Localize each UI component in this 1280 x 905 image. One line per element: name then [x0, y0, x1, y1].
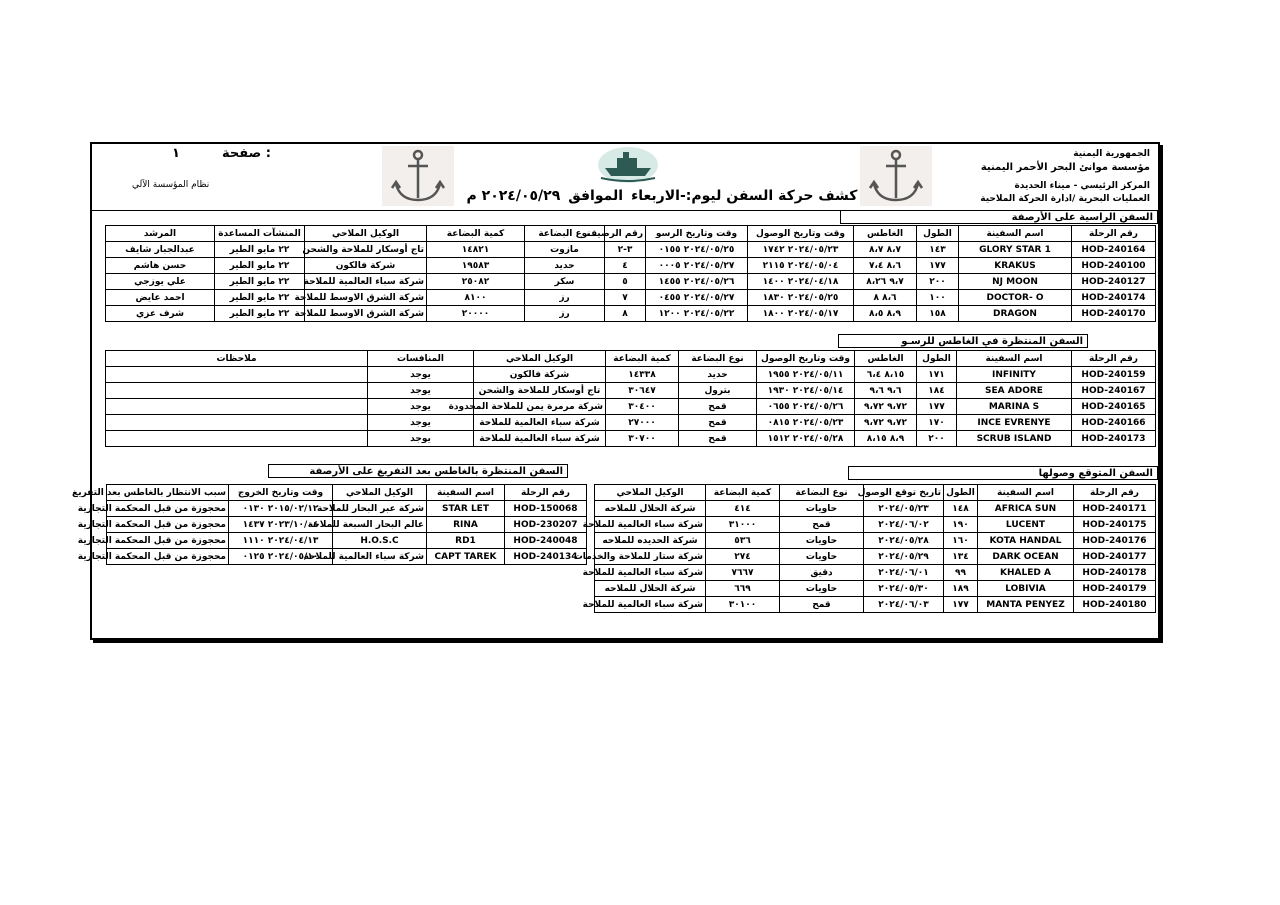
waiting_unload-row [107, 501, 587, 517]
berthed-cell: علي يوزجي [106, 274, 215, 290]
anchorage-row [106, 431, 1156, 447]
waiting_unload-cell: HOD-150068 [505, 501, 587, 517]
berthed-header-cell: رقم الرصيف [605, 226, 646, 242]
waiting_unload-header-cell: الوكيل الملاحي [333, 485, 427, 501]
berthed-header-cell: نوع البضاعة [525, 226, 605, 242]
waiting_unload-header-cell: وقت وتاريخ الخروج [229, 485, 333, 501]
anchorage-cell [106, 415, 368, 431]
anchorage-cell: HOD-240173 [1072, 431, 1156, 447]
expected-row [595, 597, 1156, 613]
berthed-cell: KRAKUS [959, 258, 1072, 274]
berthed-cell: ٨،٦ ٨ [854, 290, 917, 306]
berthed-cell: ٢٠٢٤/٠٥/٢٧ ٠٠٠٥ [646, 258, 748, 274]
berthed-cell: حديد [525, 258, 605, 274]
anchorage-cell: INCE EVRENYE [957, 415, 1072, 431]
org-name: مؤسسة موانئ البحر الأحمر اليمنية [980, 162, 1150, 173]
berthed-cell: ١٤٣ [917, 242, 959, 258]
berthed-cell: شركة الشرق الاوسط للملاحة [305, 290, 427, 306]
berthed-cell: ١٥٨ [917, 306, 959, 322]
header-divider [92, 210, 1158, 211]
berthed-cell: ٨ [605, 306, 646, 322]
berthed-row [106, 242, 1156, 258]
anchorage-cell: ١٧١ [917, 367, 957, 383]
berthed-header-cell: الغاطس [854, 226, 917, 242]
waiting_unload-cell: شركة عبر البحار للملاحة [333, 501, 427, 517]
berthed-cell: شركة الشرق الاوسط للملاحة [305, 306, 427, 322]
waiting_unload-cell: CAPT TAREK [427, 549, 505, 565]
berthed-cell: HOD-240100 [1072, 258, 1156, 274]
anchorage-cell: ٢٠٢٤/٠٥/٢٦ ٠٦٥٥ [757, 399, 855, 415]
expected-cell: شركة سباء العالمية للملاحة [595, 565, 706, 581]
berthed-cell: رز [525, 306, 605, 322]
berthed-cell: ٢٥٠٨٢ [427, 274, 525, 290]
waiting_unload-header-cell: سبب الانتظار بالغاطس بعد التفريغ [107, 485, 229, 501]
berthed-header-cell: المرشد [106, 226, 215, 242]
berthed-cell: ٨،٩ ٨،٥ [854, 306, 917, 322]
anchorage-cell: MARINA S [957, 399, 1072, 415]
anchorage-header-cell: نوع البضاعة [679, 351, 757, 367]
berthed-cell: ٢٢ مايو الطير [215, 290, 305, 306]
expected-cell: ٢٠٢٤/٠٥/٢٣ [864, 501, 944, 517]
expected-header-cell: تاريخ توقع الوصول [864, 485, 944, 501]
expected-header-cell: اسم السفينة [978, 485, 1074, 501]
waiting_unload-cell: H.O.S.C [333, 533, 427, 549]
title-main: كشف حركة السفن ليوم:- [679, 188, 858, 204]
expected-cell: شركة الحديده للملاحه [595, 533, 706, 549]
waiting_unload-header-cell: اسم السفينة [427, 485, 505, 501]
anchorage-cell: ١٨٤ [917, 383, 957, 399]
berthed-cell: ٩،٧ ٨،٢٦ [854, 274, 917, 290]
anchorage-cell: ٨،١٥ ٦،٤ [855, 367, 917, 383]
berthed-cell: ٨،٧ ٨،٧ [854, 242, 917, 258]
expected-cell: HOD-240178 [1074, 565, 1156, 581]
anchorage-cell [106, 367, 368, 383]
expected-row [595, 533, 1156, 549]
anchorage-cell: ٩،٧٢ ٩،٧٢ [855, 399, 917, 415]
anchorage-cell: قمح [679, 431, 757, 447]
anchorage-cell: يوجد [368, 415, 474, 431]
berthed-cell: ١٧٧ [917, 258, 959, 274]
expected-header-cell: كمية البضاعة [706, 485, 780, 501]
expected-cell: LUCENT [978, 517, 1074, 533]
expected-cell: ٢٠٢٤/٠٦/٠٣ [864, 597, 944, 613]
waiting_unload-cell: ٢٠٢٤/٠٥/١٠ ٠١٢٥ [229, 549, 333, 565]
anchor-logo-left [382, 146, 454, 206]
expected-cell: MANTA PENYEZ [978, 597, 1074, 613]
berthed-cell: HOD-240170 [1072, 306, 1156, 322]
anchor-logo-right [860, 146, 932, 206]
berthed-cell: ١٤٨٢١ [427, 242, 525, 258]
page-label: صفحة : [222, 146, 271, 161]
expected-cell: ٢٠٢٤/٠٦/٠١ [864, 565, 944, 581]
expected-cell: قمح [780, 517, 864, 533]
berthed-cell: ٤ [605, 258, 646, 274]
berthed-header-cell: الوكيل الملاحي [305, 226, 427, 242]
berthed-cell: ٢٠٢٤/٠٥/٢٢ ١٢٠٠ [646, 306, 748, 322]
anchorage-cell: HOD-240167 [1072, 383, 1156, 399]
waiting_unload-cell: ٢٠٢٣/١٠/٠٤ ١٤٣٧ [229, 517, 333, 533]
berthed-header-cell: المنشآت المساعدة [215, 226, 305, 242]
anchorage-cell [106, 399, 368, 415]
anchorage-cell: يوجد [368, 367, 474, 383]
expected-cell: ٧٦٦٧ [706, 565, 780, 581]
expected-cell: ٢٠٢٤/٠٥/٢٨ [864, 533, 944, 549]
anchorage-cell: HOD-240165 [1072, 399, 1156, 415]
waiting_unload-cell: ٢٠٢٤/٠٤/١٣ ١١١٠ [229, 533, 333, 549]
expected-cell: ٣١٠٠٠ [706, 517, 780, 533]
waiting_unload-cell: محجوزة من قبل المحكمة التجارية [107, 533, 229, 549]
waiting_unload-cell: HOD-240048 [505, 533, 587, 549]
berthed-cell: ٢٢ مايو الطير [215, 258, 305, 274]
anchorage-row [106, 415, 1156, 431]
berthed-cell: ٢٠٢٤/٠٥/٢٥ ١٨٣٠ [748, 290, 854, 306]
system-name: نظام المؤسسة الآلي [132, 180, 210, 190]
waiting_unload-row [107, 549, 587, 565]
berthed-cell: ٨،٦ ٧،٤ [854, 258, 917, 274]
anchorage-cell: ٩،٦ ٩،٦ [855, 383, 917, 399]
expected-cell: دقيق [780, 565, 864, 581]
center-name: المركز الرئيسي - ميناء الحديدة [1014, 181, 1150, 191]
expected-cell: LOBIVIA [978, 581, 1074, 597]
title-day: الاربعاء [631, 188, 680, 204]
waiting_unload-cell: HOD-240134 [505, 549, 587, 565]
title-suffix: م [466, 188, 477, 204]
expected-cell: ١٨٩ [944, 581, 978, 597]
title-date: ٢٠٢٤/٠٥/٢٩ [481, 188, 561, 204]
anchorage-cell: يوجد [368, 399, 474, 415]
expected-cell: ١٧٧ [944, 597, 978, 613]
berthed-cell: ٢٢ مايو الطير [215, 306, 305, 322]
expected-cell: ٦٦٩ [706, 581, 780, 597]
anchorage-header-cell: رقم الرحلة [1072, 351, 1156, 367]
expected-cell: شركة سباء العالمية للملاحة [595, 597, 706, 613]
anchorage-cell: ٣٠٧٠٠ [606, 431, 679, 447]
expected-cell: ١٣٤ [944, 549, 978, 565]
expected-cell: ٢٠٢٤/٠٦/٠٢ [864, 517, 944, 533]
title-corr: الموافق [568, 188, 624, 204]
berthed-cell: ٥ [605, 274, 646, 290]
anchorage-cell: ٣٠٦٤٧ [606, 383, 679, 399]
berthed-cell: ٢٠٠ [917, 274, 959, 290]
anchorage-cell: تاج أوسكار للملاحة والشحن [474, 383, 606, 399]
berthed-cell: ٧ [605, 290, 646, 306]
expected-cell: KHALED A [978, 565, 1074, 581]
anchorage-cell: ٢٠٢٤/٠٥/١١ ١٩٥٥ [757, 367, 855, 383]
expected-cell: حاويات [780, 549, 864, 565]
expected-table [573, 484, 1156, 613]
expected-row [595, 581, 1156, 597]
berthed-cell: DRAGON [959, 306, 1072, 322]
anchorage-cell: HOD-240166 [1072, 415, 1156, 431]
expected-title: السفن المتوقع وصولها [848, 466, 1158, 480]
waiting_unload-cell: RD1 [427, 533, 505, 549]
expected-row [595, 517, 1156, 533]
waiting_unload-cell: عالم البحار السبعة للملاحة [333, 517, 427, 533]
berthed-header-cell: اسم السفينة [959, 226, 1072, 242]
anchorage-cell: ٨،٩ ٨،١٥ [855, 431, 917, 447]
expected-cell: شركة سباء العالمية للملاحة [595, 517, 706, 533]
waiting_unload-header-cell: رقم الرحلة [505, 485, 587, 501]
berthed-cell: ٢٢ مايو الطير [215, 242, 305, 258]
expected-cell: ٢٠٢٤/٠٥/٢٩ [864, 549, 944, 565]
expected-cell: حاويات [780, 581, 864, 597]
anchorage-cell: ١٧٧ [917, 399, 957, 415]
berthed-header-cell: وقت وتاريخ الوصول [748, 226, 854, 242]
anchorage-cell: ٢٧٠٠٠ [606, 415, 679, 431]
berthed-cell: ٢٠٢٤/٠٥/٠٤ ٢١١٥ [748, 258, 854, 274]
expected-cell: شركة الحلال للملاحه [595, 581, 706, 597]
berthed-cell: ٢٠٢٤/٠٥/٢٦ ١٤٥٥ [646, 274, 748, 290]
berthed-cell: احمد عايض [106, 290, 215, 306]
expected-cell: شركة الحلال للملاحه [595, 501, 706, 517]
page-title [462, 188, 862, 204]
expected-cell: HOD-240176 [1074, 533, 1156, 549]
expected-cell: ٢٧٤ [706, 549, 780, 565]
berthed-cell: حسن هاشم [106, 258, 215, 274]
expected-cell: حاويات [780, 533, 864, 549]
berthed-cell: رز [525, 290, 605, 306]
expected-cell: HOD-240177 [1074, 549, 1156, 565]
berthed-cell: ١٩٥٨٣ [427, 258, 525, 274]
waiting_unload-cell: HOD-230207 [505, 517, 587, 533]
anchorage-cell: شركة سباء العالمية للملاحة [474, 415, 606, 431]
expected-cell: ١٤٨ [944, 501, 978, 517]
expected-header-cell: رقم الرحلة [1074, 485, 1156, 501]
berthed-cell: ٨١٠٠ [427, 290, 525, 306]
expected-cell: HOD-240180 [1074, 597, 1156, 613]
berthed-header-cell: كمية البضاعة [427, 226, 525, 242]
anchorage-cell: يوجد [368, 383, 474, 399]
anchorage-cell: SCRUB ISLAND [957, 431, 1072, 447]
berthed-cell: ٢٠٢٤/٠٥/٢٥ ٠١٥٥ [646, 242, 748, 258]
anchorage-table [105, 350, 1156, 447]
anchorage-cell: حديد [679, 367, 757, 383]
berthed-cell: HOD-240127 [1072, 274, 1156, 290]
expected-header-cell: الطول [944, 485, 978, 501]
anchorage-cell: INFINITY [957, 367, 1072, 383]
movement-sheet [72, 142, 1160, 640]
expected-cell: HOD-240179 [1074, 581, 1156, 597]
anchorage-cell [106, 431, 368, 447]
anchorage-cell: ١٤٣٣٨ [606, 367, 679, 383]
anchorage-cell: ٢٠٠ [917, 431, 957, 447]
anchorage-cell: ١٧٠ [917, 415, 957, 431]
expected-cell: ١٩٠ [944, 517, 978, 533]
anchorage-cell: شركة فالكون [474, 367, 606, 383]
anchorage-cell: يوجد [368, 431, 474, 447]
anchorage-header-cell: وقت وتاريخ الوصول [757, 351, 855, 367]
anchorage-cell: ٢٠٢٤/٠٥/١٤ ١٩٣٠ [757, 383, 855, 399]
expected-header-cell: نوع البضاعة [780, 485, 864, 501]
waiting_unload-row [107, 533, 587, 549]
berthed-cell: شركة فالكون [305, 258, 427, 274]
berthed-cell: ٢٠٢٤/٠٥/٢٧ ٠٤٥٥ [646, 290, 748, 306]
expected-cell: ٩٩ [944, 565, 978, 581]
expected-cell: ٥٣٦ [706, 533, 780, 549]
anchorage-cell: SEA ADORE [957, 383, 1072, 399]
anchorage-row [106, 383, 1156, 399]
berthed-cell: ٢٠٢٤/٠٥/٢٣ ١٧٤٢ [748, 242, 854, 258]
expected-cell: DARK OCEAN [978, 549, 1074, 565]
anchorage-cell: بترول [679, 383, 757, 399]
waiting-unload-table [72, 484, 587, 565]
berthed-row [106, 290, 1156, 306]
berthed-cell: ١٠٠ [917, 290, 959, 306]
department-name: العمليات البحرية /ادارة الحركة الملاحية [980, 194, 1150, 204]
waiting_unload-cell: STAR LET [427, 501, 505, 517]
org-header [970, 148, 1150, 206]
anchorage-cell: ٢٠٢٤/٠٥/٢٣ ٠٨١٥ [757, 415, 855, 431]
berthed-cell: DOCTOR- O [959, 290, 1072, 306]
expected-cell: ١٦٠ [944, 533, 978, 549]
berthed-cell: ٢٠٠٠٠ [427, 306, 525, 322]
berthed-row [106, 258, 1156, 274]
expected-row [595, 501, 1156, 517]
anchorage-header-cell: الغاطس [855, 351, 917, 367]
anchorage-cell: شركة سباء العالمية للملاحة [474, 431, 606, 447]
berthed-cell: NJ MOON [959, 274, 1072, 290]
anchorage-cell: شركة مرمرة يمن للملاحة المحدودة [474, 399, 606, 415]
berthed-cell: ٣-٢ [605, 242, 646, 258]
berthed-header-cell: الطول [917, 226, 959, 242]
waiting-unload-title: السفن المنتظرة بالغاطس بعد التفريغ على الأرصفة [268, 464, 568, 478]
expected-cell: ٤١٤ [706, 501, 780, 517]
waiting_unload-cell: محجوزة من قبل المحكمة التجارية [107, 501, 229, 517]
anchorage-cell [106, 383, 368, 399]
anchorage-row [106, 367, 1156, 383]
anchorage-cell: ٩،٧٢ ٩،٧٢ [855, 415, 917, 431]
expected-cell: ٢٠٢٤/٠٥/٣٠ [864, 581, 944, 597]
berthed-cell: شرف عزي [106, 306, 215, 322]
anchorage-title: السفن المنتظرة في الغاطس للرسـو [838, 334, 1088, 348]
anchorage-header-cell: المنافسات [368, 351, 474, 367]
page-number: ١ [172, 146, 180, 161]
berthed-cell: ٢٠٢٤/٠٤/١٨ ١٤٠٠ [748, 274, 854, 290]
anchorage-header-cell: ملاحظات [106, 351, 368, 367]
berthed-row [106, 306, 1156, 322]
expected-row [595, 549, 1156, 565]
berthed-cell: سكر [525, 274, 605, 290]
berthed-header-cell: رقم الرحلة [1072, 226, 1156, 242]
expected-cell: حاويات [780, 501, 864, 517]
waiting_unload-cell: شركة سباء العالمية للملاحة [333, 549, 427, 565]
expected-cell: ٣٠١٠٠ [706, 597, 780, 613]
berthed-cell: GLORY STAR 1 [959, 242, 1072, 258]
berthed-cell: HOD-240164 [1072, 242, 1156, 258]
expected-cell: قمح [780, 597, 864, 613]
anchorage-cell: HOD-240159 [1072, 367, 1156, 383]
berthed-cell: ٢٢ مايو الطير [215, 274, 305, 290]
expected-cell: KOTA HANDAL [978, 533, 1074, 549]
ship-logo [597, 146, 659, 184]
berthed-title: السفن الراسية على الأرصفة [840, 210, 1158, 224]
anchorage-row [106, 399, 1156, 415]
country-name: الجمهورية اليمنية [1073, 149, 1150, 159]
expected-cell: AFRICA SUN [978, 501, 1074, 517]
expected-cell: HOD-240175 [1074, 517, 1156, 533]
berthed-cell: ٢٠٢٤/٠٥/١٧ ١٨٠٠ [748, 306, 854, 322]
berthed-cell: مازوت [525, 242, 605, 258]
berthed-cell: شركة سباء العالمية للملاحة [305, 274, 427, 290]
anchorage-header-cell: الوكيل الملاحي [474, 351, 606, 367]
anchorage-cell: قمح [679, 415, 757, 431]
berthed-cell: تاج أوسكار للملاحة والشحن [305, 242, 427, 258]
expected-cell: HOD-240171 [1074, 501, 1156, 517]
anchorage-cell: ٢٠٢٤/٠٥/٢٨ ١٥١٢ [757, 431, 855, 447]
berthed-table [105, 225, 1156, 322]
expected-cell: شركة ستار للملاحة والخدمات [595, 549, 706, 565]
waiting_unload-row [107, 517, 587, 533]
anchorage-cell: ٣٠٤٠٠ [606, 399, 679, 415]
berthed-row [106, 274, 1156, 290]
waiting_unload-cell: محجوزة من قبل المحكمة التجارية [107, 517, 229, 533]
expected-row [595, 565, 1156, 581]
waiting_unload-cell: ٢٠١٥/٠٢/١٢ ٠١٣٠ [229, 501, 333, 517]
anchorage-header-cell: الطول [917, 351, 957, 367]
waiting_unload-cell: RINA [427, 517, 505, 533]
anchorage-header-cell: كمية البضاعة [606, 351, 679, 367]
waiting_unload-cell: محجوزة من قبل المحكمة التجارية [107, 549, 229, 565]
berthed-header-cell: وقت وتاريخ الرسو [646, 226, 748, 242]
berthed-cell: HOD-240174 [1072, 290, 1156, 306]
anchorage-header-cell: اسم السفينة [957, 351, 1072, 367]
expected-header-cell: الوكيل الملاحي [595, 485, 706, 501]
anchorage-cell: قمح [679, 399, 757, 415]
berthed-cell: عبدالجبار شايف [106, 242, 215, 258]
